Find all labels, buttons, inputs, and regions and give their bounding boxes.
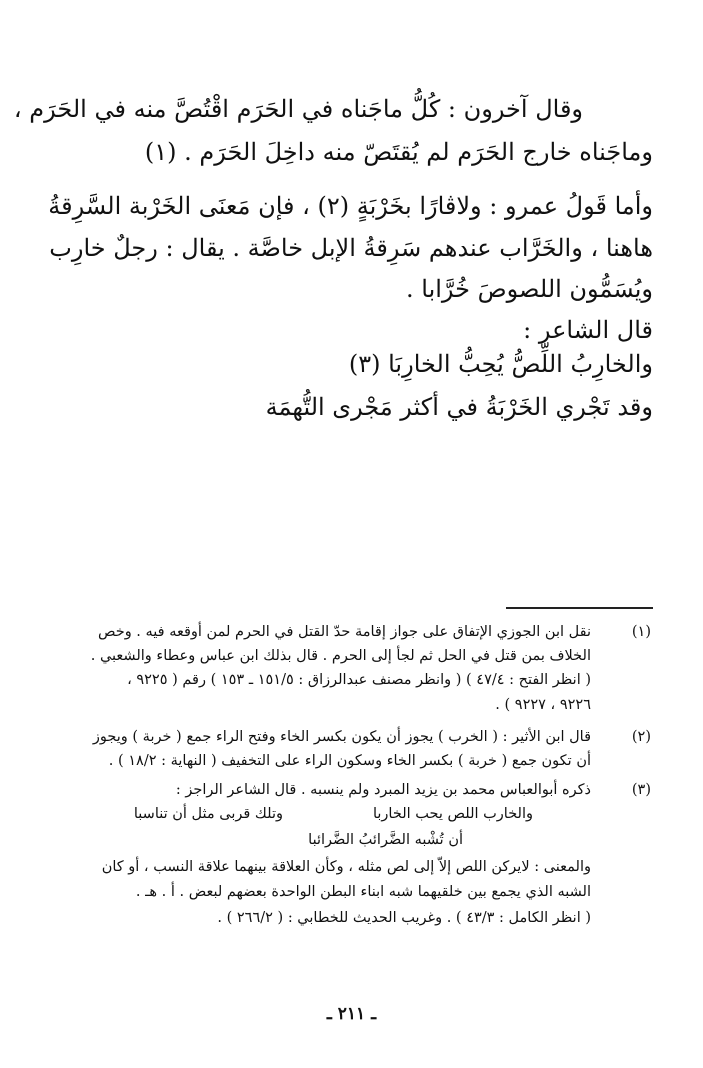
footnote-line: ٩٢٢٦ ، ٩٢٢٧ ) . — [495, 697, 591, 713]
main-line: هاهنا ، والخَرَّاب عندهم سَرِقةُ الإبل خاصَّة . يقال : رجلٌ خارِب — [49, 234, 653, 262]
verse-line: والخارِبُ اللِّصُّ يُحِبُّ الخارِبَا (٣) — [348, 350, 653, 378]
footnote-verse-left: وتلك قربى مثل أن تناسبا — [133, 806, 283, 822]
footnote-line: الخلاف بمن قتل في الحل ثم لجأ إلى الحرم . قال بذلك ابن عباس وعطاء والشعبي . — [90, 648, 591, 664]
footnote-line: ( انظر الكامل : ٤٣/٣ ) . وغريب الحديث للخطابي : ( ٢٦٦/٢ ) . — [217, 910, 591, 926]
footnote-line: أن تكون جمع ( خربة ) بكسر الخاء وسكون الراء على التخفيف ( النهاية : ١٨/٢ ) . — [108, 753, 591, 769]
poet-intro: قال الشاعر : — [523, 316, 653, 344]
footnote-number: (٢) — [631, 729, 651, 745]
footnote-number: (٣) — [631, 782, 651, 798]
footnote-line: الشبه الذي يجمع بين خلقيهما شبه ابناء البطن الواحدة بعضهم لبعض . أ . هـ . — [135, 884, 591, 900]
footnote-line: ( انظر الفتح : ٤٧/٤ ) ( وانظر مصنف عبدالرزاق : ١٥١/٥ ـ ١٥٣ ) رقم ( ٩٢٢٥ ، — [127, 672, 591, 688]
footnote-verse-second: أن تُشْبه الضَّرائبُ الضَّرائبا — [308, 832, 463, 848]
page-number: ـ ٢١١ ـ — [326, 1004, 377, 1024]
footnote-line: نقل ابن الجوزي الإتفاق على جواز إقامة حدّ القتل في الحرم لمن أوقعه فيه . وخص — [97, 624, 591, 640]
footnote-verse-right: والخارب اللص يحب الخاربا — [372, 806, 533, 822]
footnote-line: والمعنى : لايركن اللص إلاّ إلى لص مثله ، وكأن العلاقة بينهما علاقة النسب ، أو كان — [101, 859, 591, 875]
main-line: وقال آخرون : كُلُّ ماجَناه في الحَرَم اقْتُصَّ منه في الحَرَم ، — [13, 95, 583, 123]
main-line: وماجَناه خارج الحَرَم لم يُقتَصّ منه داخِلَ الحَرَم . (١) — [144, 138, 653, 166]
footnote-number: (١) — [631, 624, 651, 640]
main-line: وأما قَولُ عمرو : ولاڤارًا بخَرْبَةٍ (٢) ، فإن مَعنَى الخَرْبة السَّرِقةُ — [48, 192, 653, 220]
verse-line: وقد تَجْري الخَرْبَةُ في أكثر مَجْرى التُّهمَة — [265, 393, 653, 421]
footnote-line: ذكره أبوالعباس محمد بن يزيد المبرد ولم ينسبه . قال الشاعر الراجز : — [175, 782, 591, 798]
main-line: ويُسَمُّون اللصوصَ خُرَّابا . — [406, 275, 653, 303]
footnote-line: قال ابن الأثير : ( الخرب ) يجوز أن يكون بكسر الخاء وفتح الراء جمع ( خربة ) ويجوز — [92, 729, 591, 745]
footnote-separator — [506, 607, 653, 609]
